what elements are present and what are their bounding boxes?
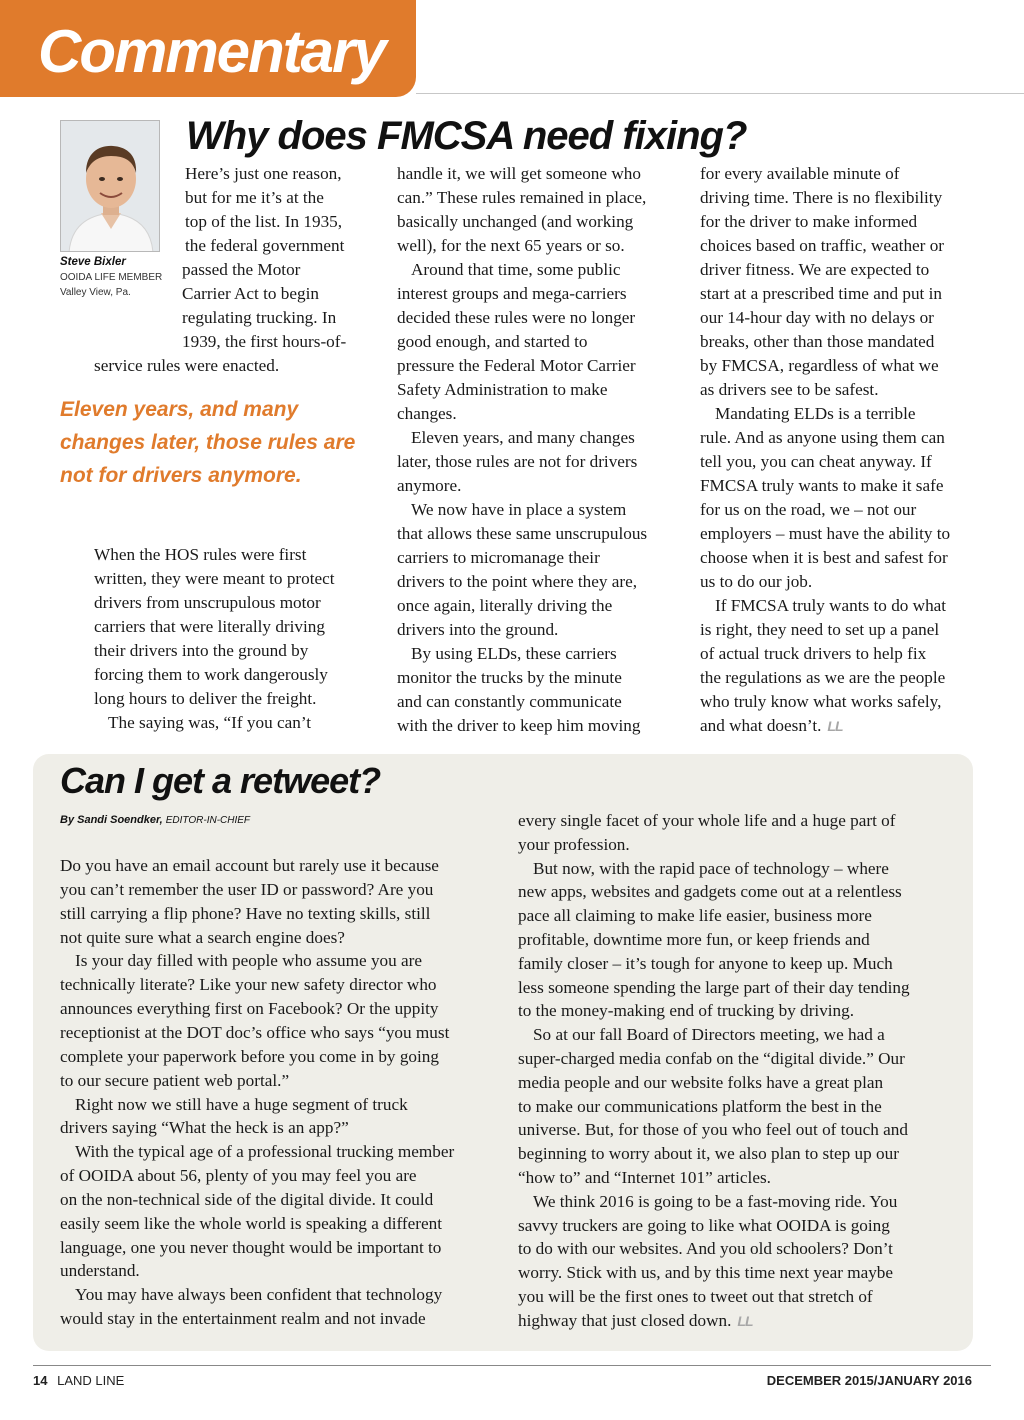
text-line: your profession. [518,834,630,854]
text-line: on the non-technical side of the digital divide. It could [60,1189,434,1209]
text-line: highway that just closed down. LL [518,1310,753,1330]
article-headline: Why does FMCSA need fixing? [186,114,747,158]
text-line: rule. And as anyone using them can [700,428,945,447]
text-line: well), for the next 65 years or so. [397,236,625,255]
author-location: Valley View, Pa. [60,287,131,298]
text-line: passed the Motor [182,260,301,279]
text-line: of OOIDA about 56, plenty of you may feel you are [60,1166,417,1186]
text-line: So at our fall Board of Directors meeting, we had a [533,1025,885,1045]
text-line: written, they were meant to protect [94,569,335,588]
section-title: Commentary [38,18,385,85]
end-mark-logo: LL [737,1312,753,1329]
text-line: is right, they need to set up a panel [700,620,940,639]
text-line: can.” These rules remained in place, [397,188,647,207]
pull-quote: Eleven years, and many changes later, those rules are not for drivers anymore. [60,398,356,487]
footer-divider [33,1365,991,1366]
text-line: anymore. [397,476,462,495]
sidebar-article-headline: Can I get a retweet? [60,760,381,801]
text-line: language, one you never thought would be important to [60,1237,442,1257]
text-line: new apps, websites and gadgets come out at a relentless [518,882,902,902]
text-line: Carrier Act to begin [182,284,319,303]
text-line: you can’t remember the user ID or password? Are you [60,879,434,899]
text-line: of actual truck drivers to help fix [700,644,927,663]
text-line: savvy truckers are going to like what OOIDA is going [518,1215,890,1235]
text-line: for us on the road, we – not our [700,500,917,519]
text-line: 1939, the first hours-of- [182,332,347,351]
text-line: interest groups and mega-carriers [397,284,627,303]
text-line: profitable, downtime more fun, or keep friends and [518,930,870,949]
text-line: We think 2016 is going to be a fast-moving ride. You [533,1191,898,1211]
text-line: driving time. There is no flexibility [700,188,943,207]
text-line: receptionist at the DOT doc’s office who says “you must [60,1022,450,1042]
text-line: choose when it is best and safest for [700,548,948,567]
text-line: Around that time, some public [411,260,621,279]
text-line: Is your day filled with people who assume you are [75,951,423,971]
author-name: Steve Bixler [60,256,126,268]
text-line: to do with our websites. And you old schoolers? Don’t [518,1239,893,1259]
text-line: technically literate? Like your new safety director who [60,975,437,995]
text-line: who truly know what works safely, [700,692,942,711]
text-line: regulating trucking. In [182,308,337,327]
text-line: The saying was, “If you can’t [108,713,312,732]
text-line: But now, with the rapid pace of technology – where [533,858,889,878]
text-line: monitor the trucks by the minute [397,668,622,687]
text-line: Right now we still have a huge segment of truck [75,1094,408,1114]
byline-title: EDITOR-IN-CHIEF [165,815,251,826]
text-line: top of the list. In 1935, [185,212,343,231]
text-line: universe. But, for those of you who feel out of touch and [518,1120,908,1140]
text-line: still carrying a flip phone? Have no texting skills, still [60,903,431,923]
text-line: service rules were enacted. [94,356,280,375]
text-line: you will be the first ones to tweet out that stretch of [518,1287,873,1306]
text-line: our 14-hour day with no delays or [700,308,934,327]
text-line: beginning to worry about it, we also plan to step up our [518,1144,899,1164]
text-line: basically unchanged (and working [397,212,634,231]
text-line: with the driver to keep him moving [397,716,641,735]
text-line: us to do our job. [700,572,813,591]
text-line: Do you have an email account but rarely use it because [60,856,439,875]
author-photo [60,120,160,252]
text-line: carriers that were literally driving [94,617,325,636]
text-line: would stay in the entertainment realm and not invade [60,1309,426,1329]
text-line: decided these rules were no longer [397,308,636,327]
text-line: If FMCSA truly wants to do what [715,596,947,615]
text-line: handle it, we will get someone who [397,164,641,183]
text-line: good enough, and started to [397,332,588,351]
text-line: drivers to the point where they are, [397,572,638,591]
text-line: We now have in place a system [411,500,627,519]
footer-left [33,1373,124,1388]
text-line: their drivers into the ground by [94,641,309,660]
text-line: Here’s just one reason, [185,164,342,183]
text-line: easily seem like the whole world is speaking a different [60,1213,442,1233]
text-line: less someone spending the large part of their day tending [518,977,910,997]
text-line: employers – must have the ability to [700,524,951,543]
text-line: family closer – it’s tough for anyone to keep up. Much [518,953,893,973]
text-line: the regulations as we are the people [700,668,946,687]
text-line: every single facet of your whole life and a huge part of [518,811,896,830]
text-line: announces everything first on Facebook? Or the uppity [60,999,439,1019]
text-line: “how to” and “Internet 101” articles. [518,1168,771,1187]
text-line: to the money-making end of trucking by driving. [518,1001,855,1021]
text-line: By using ELDs, these carriers [411,644,617,663]
text-line: and can constantly communicate [397,692,622,711]
end-mark-logo: LL [827,718,843,734]
text-line: carriers to micromanage their [397,548,600,567]
author-portrait-image [61,121,160,252]
text-line: Mandating ELDs is a terrible [715,404,916,423]
text-line: choices based on traffic, weather or [700,236,945,255]
text-line: tell you, you can cheat anyway. If [700,452,932,471]
text-line: once again, literally driving the [397,596,613,615]
text-line: worry. Stick with us, and by this time next year maybe [518,1263,894,1283]
text-line: and what doesn’t. LL [700,716,843,735]
text-line: not quite sure what a search engine does? [60,927,345,947]
text-line: that allows these same unscrupulous [397,524,648,543]
text-line: by FMCSA, regardless of what we [700,356,939,375]
text-line: drivers from unscrupulous motor [94,593,321,612]
issue-date: DECEMBER 2015/JANUARY 2016 [766,1373,972,1388]
page-number: 14 [33,1373,48,1388]
text-line: When the HOS rules were first [94,545,307,564]
text-line: to our secure patient web portal.” [60,1070,290,1090]
text-line: super-charged media confab on the “digital divide.” Our [518,1049,905,1068]
text-line: but for me it’s at the [185,188,324,207]
text-line: changes. [397,404,457,423]
text-line: complete your paperwork before you come in by going [60,1046,439,1066]
text-line: media people and our website folks have a great plan [518,1072,884,1092]
publication-name: LAND LINE [57,1373,125,1388]
text-line: With the typical age of a professional trucking member [75,1142,455,1162]
author-title: OOIDA LIFE MEMBER [60,272,163,283]
text-line: for the driver to make informed [700,212,918,231]
text-line: start at a prescribed time and put in [700,284,942,303]
text-line: understand. [60,1261,140,1281]
text-line: Eleven years, and many changes [411,428,635,447]
text-line: You may have always been confident that technology [75,1285,443,1305]
text-line: Safety Administration to make [397,380,608,399]
text-line: pressure the Federal Motor Carrier [397,356,636,375]
byline-author: By Sandi Soendker, [60,814,163,826]
byline [60,814,250,826]
banner-divider [416,93,1024,94]
text-line: long hours to deliver the freight. [94,689,317,708]
text-line: drivers saying “What the heck is an app?” [60,1118,349,1138]
text-line: driver fitness. We are expected to [700,260,930,279]
text-line: to make our communications platform the best in the [518,1096,882,1116]
text-line: later, those rules are not for drivers [397,452,638,471]
text-line: as drivers see to be safest. [700,380,879,399]
text-line: pace all claiming to make life easier, business more [518,906,872,926]
text-line: breaks, other than those mandated [700,332,935,351]
text-line: FMCSA truly wants to make it safe [700,476,944,495]
text-line: forcing them to work dangerously [94,665,328,684]
text-line: drivers into the ground. [397,620,559,639]
text-line: for every available minute of [700,164,900,183]
text-line: the federal government [185,236,345,255]
